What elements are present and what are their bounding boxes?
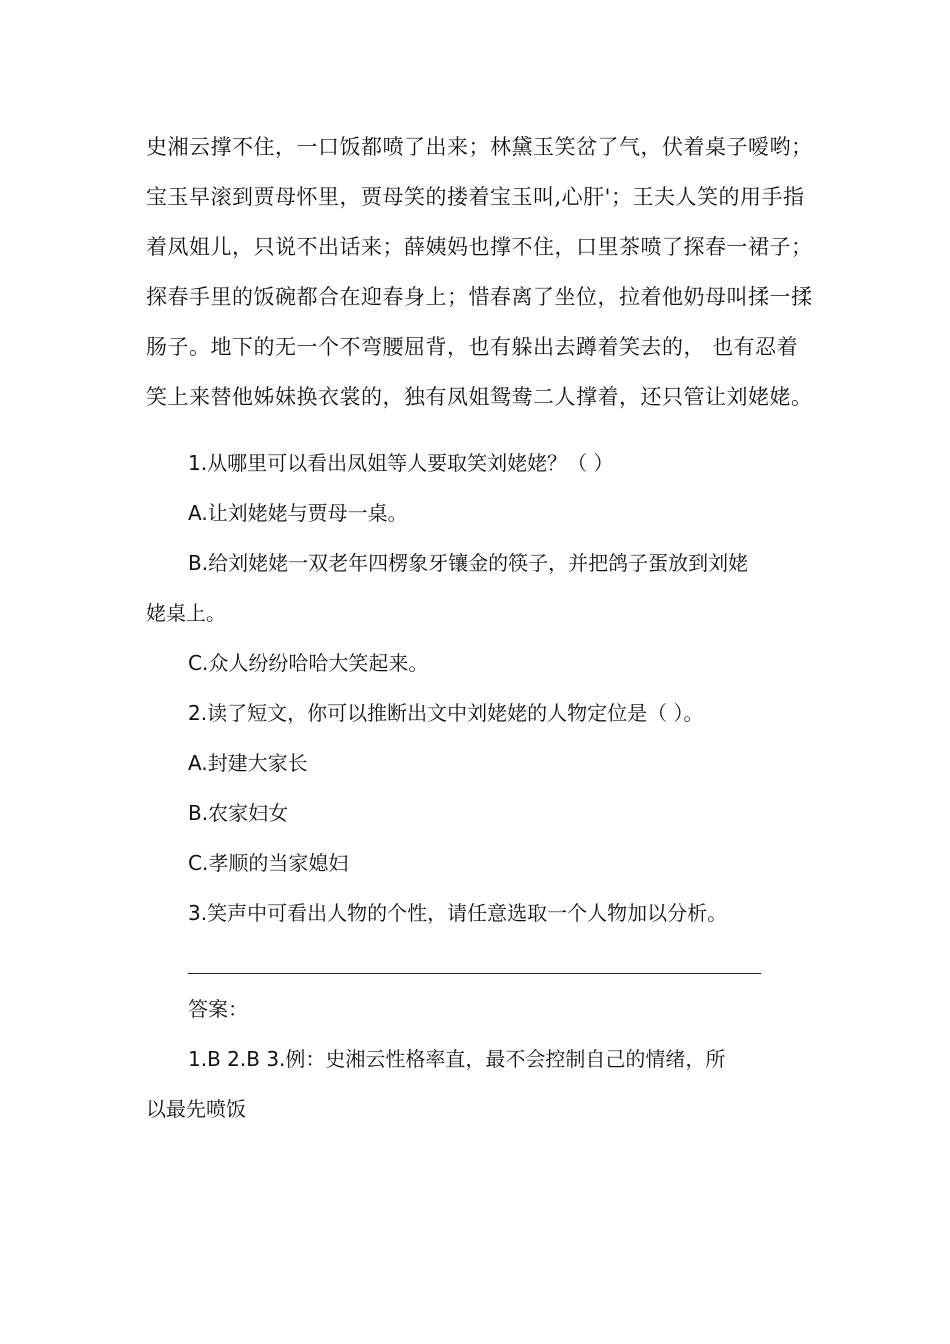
question-2: 2.读了短文，你可以推断出文中刘姥姥的人物定位是（ ）。 [188, 701, 704, 725]
questions-section [146, 438, 826, 938]
question-1-option-b-continued: 姥桌上。 [146, 601, 226, 625]
passage-text [146, 122, 826, 422]
passage-line: 史湘云撑不住，一口饭都喷了出来；林黛玉笑岔了气，伏着桌子嗳哟； [146, 135, 813, 159]
question-2-option-c: C.孝顺的当家媳妇 [188, 851, 349, 875]
question-1-option-c: C.众人纷纷哈哈大笑起来。 [188, 651, 429, 675]
question-1-option-a: A.让刘姥姥与贾母一桌。 [188, 501, 408, 525]
passage-line: 宝玉早滚到贾母怀里，贾母笑的搂着宝玉叫,心肝'；王夫人笑的用手指 [146, 185, 805, 209]
passage-line: 着凤姐儿，只说不出话来；薛姨妈也撑不住，口里茶喷了探春一裙子； [146, 235, 813, 259]
question-2-option-a: A.封建大家长 [188, 751, 308, 775]
question-1-option-b: B.给刘姥姥一双老年四楞象牙镶金的筷子，并把鸽子蛋放到刘姥 [188, 551, 749, 575]
question-1: 1.从哪里可以看出凤姐等人要取笑刘姥姥？（ ） [188, 451, 614, 475]
question-3: 3.笑声中可看出人物的个性，请任意选取一个人物加以分析。 [188, 901, 728, 925]
question-2-option-b: B.农家妇女 [188, 801, 289, 825]
answers-line-2: 以最先喷饭 [146, 1097, 246, 1121]
passage-line: 笑上来替他姊妹换衣裳的，独有凤姐鸳鸯二人撑着，还只管让刘姥姥。 [146, 385, 813, 409]
passage-line: 探春手里的饭碗都合在迎春身上；惜春离了坐位，拉着他奶母叫揉一揉 [146, 285, 813, 309]
answers-label: 答案： [188, 997, 248, 1021]
answer-divider-line [188, 973, 761, 974]
answers-line-1: 1.B 2.B 3.例：史湘云性格率直，最不会控制自己的情绪，所 [188, 1047, 726, 1071]
answers-section [146, 984, 826, 1134]
passage-line: 肠子。地下的无一个不弯腰屈背，也有躲出去蹲着笑去的， 也有忍着 [146, 335, 799, 359]
